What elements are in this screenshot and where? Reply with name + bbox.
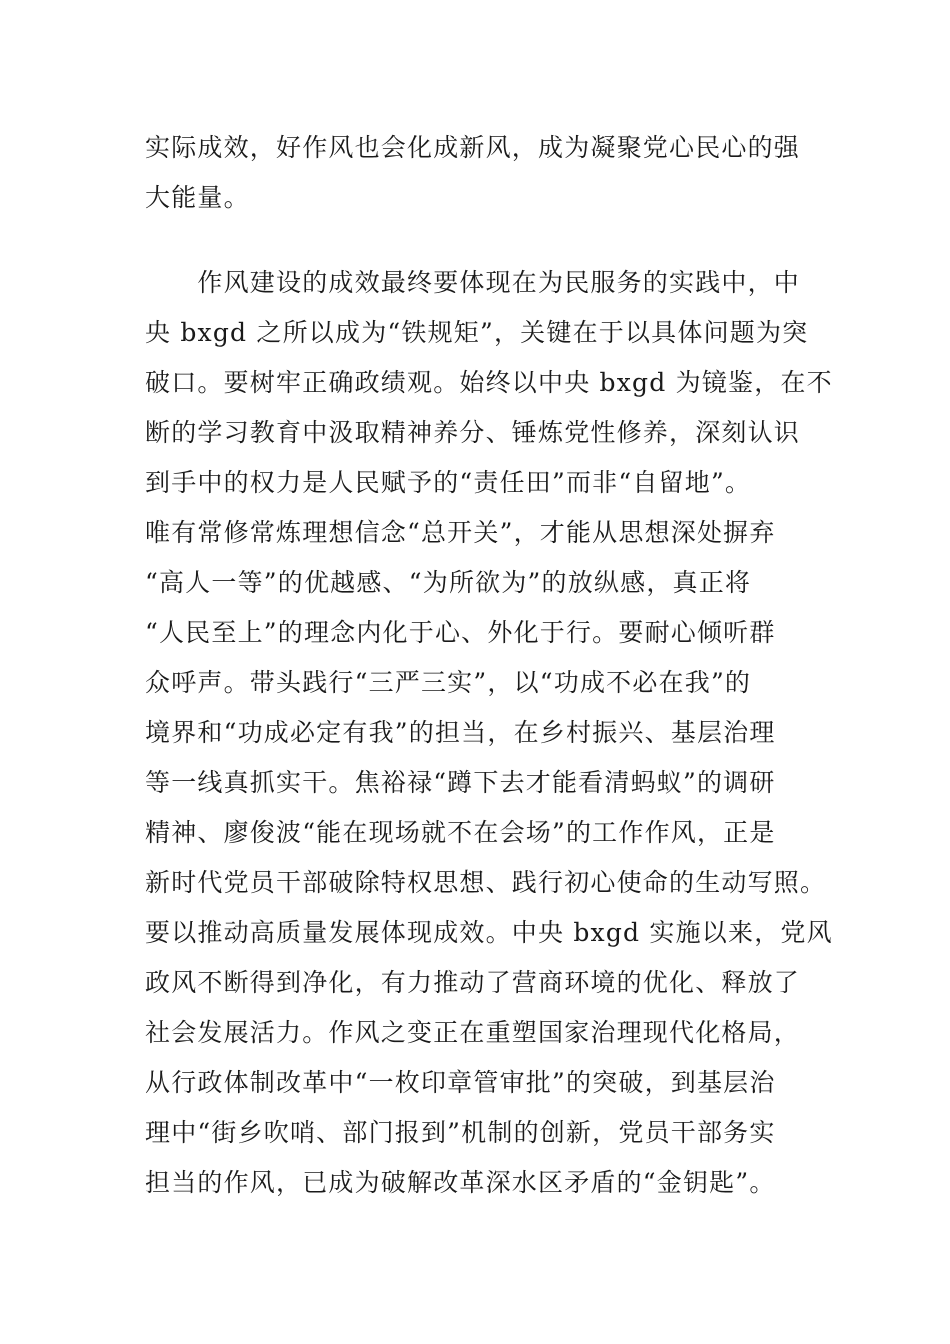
text-line: 央 bxgd 之所以成为“铁规矩”，关键在于以具体问题为突: [145, 318, 809, 347]
text-line: 从行政体制改革中“一枚印章管审批”的突破，到基层治: [145, 1068, 776, 1097]
text-line: 要以推动高质量发展体现成效。中央 bxgd 实施以来，党风: [145, 918, 833, 947]
text-line: 政风不断得到净化，有力推动了营商环境的优化、释放了: [145, 968, 801, 997]
text-line: 断的学习教育中汲取精神养分、锤炼党性修养，深刻认识: [145, 418, 801, 447]
text-line: 社会发展活力。作风之变正在重塑国家治理现代化格局，: [145, 1018, 801, 1047]
text-line: 破口。要树牢正确政绩观。始终以中央 bxgd 为镜鉴，在不: [145, 368, 833, 397]
text-line: 理中“街乡吹哨、部门报到”机制的创新，党员干部务实: [145, 1118, 776, 1147]
paragraph-continued: [145, 123, 805, 223]
text-line: 等一线真抓实干。焦裕禄“蹲下去才能看清蚂蚁”的调研: [145, 768, 776, 797]
text-line: 众呼声。带头践行“三严三实”，以“功成不必在我”的: [145, 668, 752, 697]
text-line: 担当的作风，已成为破解改革深水区矛盾的“金钥匙”。: [145, 1168, 776, 1197]
paragraph-body: [145, 258, 833, 1208]
text-line: 大能量。: [145, 183, 250, 212]
text-line: 唯有常修常炼理想信念“总开关”，才能从思想深处摒弃: [145, 518, 776, 547]
text-line: 新时代党员干部破除特权思想、践行初心使命的生动写照。: [145, 868, 827, 897]
text-line: 作风建设的成效最终要体现在为民服务的实践中，中: [145, 268, 801, 297]
text-line: 精神、廖俊波“能在现场就不在会场”的工作作风，正是: [145, 818, 776, 847]
text-line: 境界和“功成必定有我”的担当，在乡村振兴、基层治理: [145, 718, 776, 747]
text-line: 实际成效，好作风也会化成新风，成为凝聚党心民心的强: [145, 133, 801, 162]
text-line: “高人一等”的优越感、“为所欲为”的放纵感，真正将: [145, 568, 752, 597]
text-line: “人民至上”的理念内化于心、外化于行。要耐心倾听群: [145, 618, 776, 647]
text-line: 到手中的权力是人民赋予的“责任田”而非“自留地”。: [145, 468, 752, 497]
